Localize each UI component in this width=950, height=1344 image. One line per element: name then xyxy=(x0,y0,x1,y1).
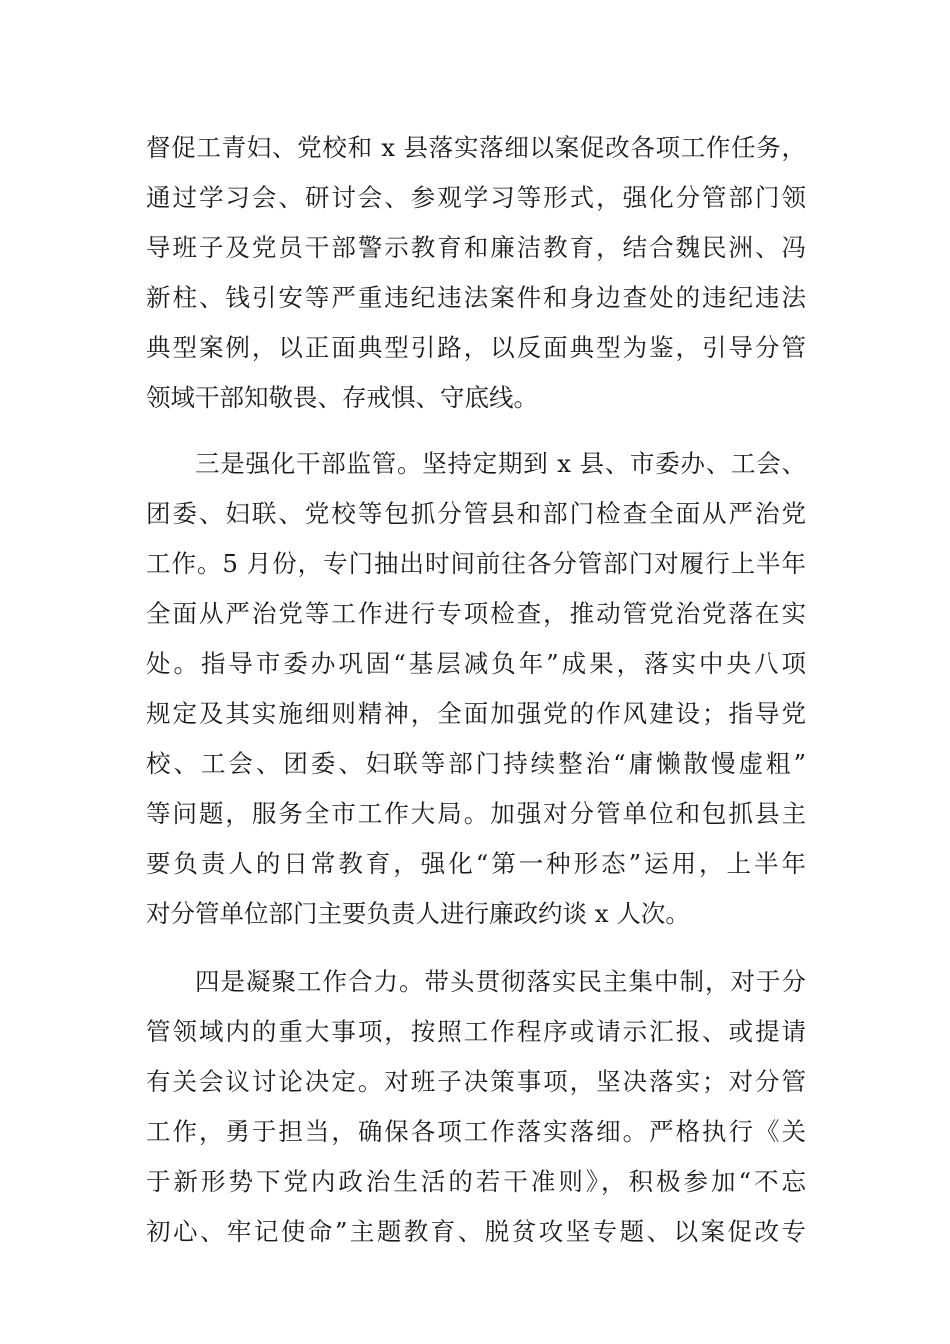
text-line: 全面从严治党等工作进行专项检查，推动管党治党落在实 xyxy=(146,599,806,628)
text-line: 督促工青妇、党校和 x 县落实落细以案促改各项工作任务， xyxy=(146,133,806,162)
text-line: 工作。5 月份，专门抽出时间前往各分管部门对履行上半年 xyxy=(146,549,806,578)
text-line: 典型案例，以正面典型引路，以反面典型为鉴，引导分管 xyxy=(146,333,806,362)
text-line: 通过学习会、研讨会、参观学习等形式，强化分管部门领 xyxy=(146,183,806,212)
text-line: 四是凝聚工作合力。带头贯彻落实民主集中制，对于分 xyxy=(195,967,806,996)
paragraph xyxy=(146,123,806,423)
text-line: 于新形势下党内政治生活的若干准则》，积极参加“不忘 xyxy=(146,1167,806,1196)
paragraph xyxy=(146,439,806,939)
text-line: 要负责人的日常教育，强化“第一种形态”运用，上半年 xyxy=(146,849,806,878)
text-line: 处。指导市委办巩固“基层减负年”成果，落实中央八项 xyxy=(146,649,806,678)
text-line: 三是强化干部监管。坚持定期到 x 县、市委办、工会、 xyxy=(195,449,806,478)
text-line: 新柱、钱引安等严重违纪违法案件和身边查处的违纪违法 xyxy=(146,283,806,312)
paragraph xyxy=(146,957,806,1257)
text-line: 管领域内的重大事项，按照工作程序或请示汇报、或提请 xyxy=(146,1017,806,1046)
text-line: 导班子及党员干部警示教育和廉洁教育，结合魏民洲、冯 xyxy=(146,233,806,262)
text-line: 工作，勇于担当，确保各项工作落实落细。严格执行《关 xyxy=(146,1117,806,1146)
text-line: 初心、牢记使命”主题教育、脱贫攻坚专题、以案促改专 xyxy=(146,1217,806,1246)
text-line: 领域干部知敬畏、存戒惧、守底线。 xyxy=(146,383,538,412)
text-line: 有关会议讨论决定。对班子决策事项，坚决落实；对分管 xyxy=(146,1067,806,1096)
text-line: 团委、妇联、党校等包抓分管县和部门检查全面从严治党 xyxy=(146,499,806,528)
text-line: 对分管单位部门主要负责人进行廉政约谈 x 人次。 xyxy=(146,899,690,928)
text-line: 规定及其实施细则精神，全面加强党的作风建设；指导党 xyxy=(146,699,806,728)
text-line: 校、工会、团委、妇联等部门持续整治“庸懒散慢虚粗” xyxy=(146,749,806,778)
document-body xyxy=(146,123,806,1257)
text-line: 等问题，服务全市工作大局。加强对分管单位和包抓县主 xyxy=(146,799,806,828)
